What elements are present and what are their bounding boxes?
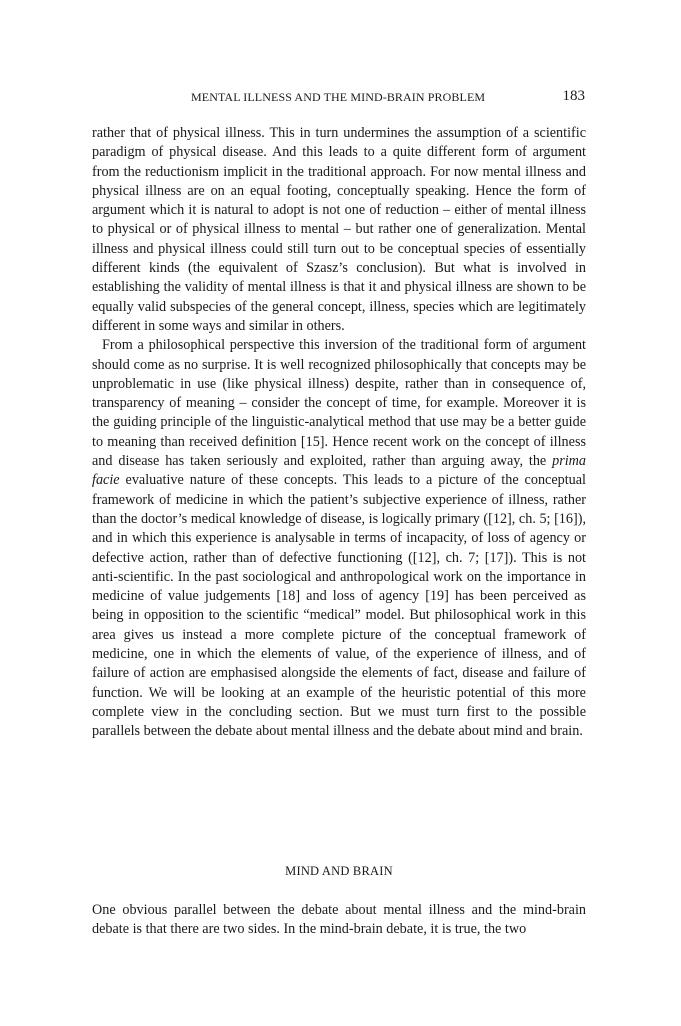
- body-text: [92, 124, 586, 742]
- page-number: 183: [562, 88, 585, 104]
- running-title: MENTAL ILLNESS AND THE MIND-BRAIN PROBLEM: [191, 90, 486, 104]
- paragraph-2-start: From a philosophical perspective this inversion of the traditional form of argument should come as no surprise. It is well recognized philosophically that concepts may be unproblematic in use (like physical illness) despite, rather than in consequence of, transparency of meaning – consider the concept of time, for example. Moreover it is the guiding principle of the linguistic-analytical method that use may be a better guide to meaning than received definition [15]. Hence recent work on the concept of illness and disease has taken seriously and exploited, rather than arguing away, the: [92, 337, 586, 470]
- section-heading: MIND AND BRAIN: [285, 864, 393, 878]
- paragraph-2-italic-phrase: prima facie: [92, 453, 586, 489]
- paragraph-2-end: evaluative nature of these concepts. This leads to a picture of the conceptual framework of medicine in which the patient’s subjective experience of illness, rather than the doctor’s medical knowledge of disease, is logically primary ([12], ch. 5; [16]), and in which this experience is analysable in terms of incapacity, of loss of agency or defective action, rather than of defective functioning ([12], ch. 7; [17]). This is not anti-scientific. In the past sociological and anthropological work on the importance in medicine of value judgements [18] and loss of agency [19] has been perceived as being in opposition to the scientific “medical” model. But philosophical work in this area gives us instead a more complete picture of the conceptual framework of medicine, one in which the elements of value, of the experience of illness, and of failure of action are emphasised alongside the elements of fact, disease and failure of function. We will be looking at an example of the heuristic potential of this more complete view in the concluding section. But we must turn first to the possible parallels between the debate about mental illness and the debate about mind and brain.: [92, 472, 586, 740]
- paragraph-1: rather that of physical illness. This in turn undermines the assumption of a scientific paradigm of physical disease. And this leads to a quite different form of argument from the reductionism implicit in the traditional approach. For now mental illness and physical illness are on an equal footing, conceptually speaking. Hence the form of argument which it is natural to adopt is not one of reduction – either of mental illness to physical or of physical illness to mental – but rather one of generalization. Mental illness and physical illness could still turn out to be conceptual species of essentially different kinds (the equivalent of Szasz’s conclusion). But what is involved in establishing the validity of mental illness is that it and physical illness are shown to be equally valid subspecies of the general concept, illness, species which are legitimately different in some ways and similar in others.: [92, 125, 586, 334]
- section-paragraph-1: One obvious parallel between the debate about mental illness and the mind-brain debate is that there are two sides. In the mind-brain debate, it is true, the two: [92, 902, 586, 938]
- running-head: [92, 90, 587, 110]
- paragraph-2: [92, 336, 586, 741]
- section-body-text: [92, 901, 586, 940]
